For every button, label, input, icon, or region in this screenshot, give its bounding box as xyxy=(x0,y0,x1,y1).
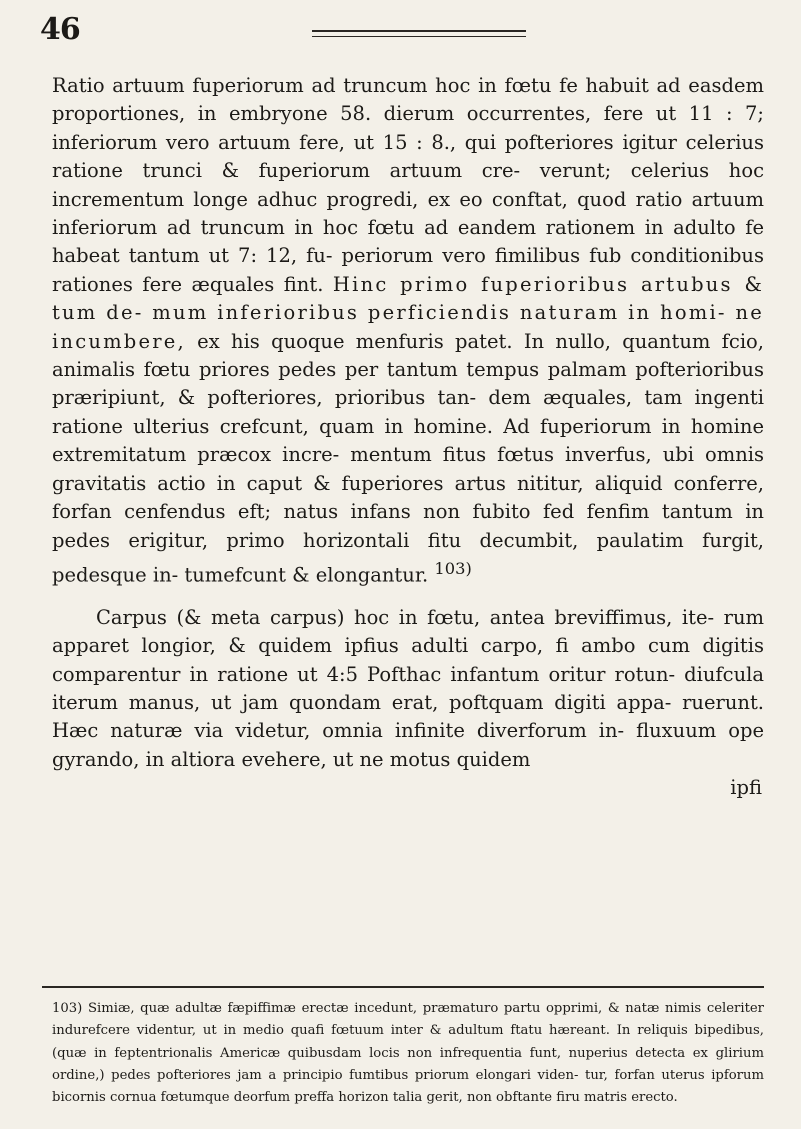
spaced-emphasis: Hinc primo fuperioribus artubus & tum de- mum inferioribus perficiendis naturam in homi- ne incumbere, xyxy=(52,272,765,353)
paragraph-2: Carpus (& meta carpus) hoc in fœtu, antea breviffimus, ite- rum apparet longior, & quidem ipfius adulti carpo, fi ambo cum digitis comparentur in ratione ut 4:5 Pofthac infantum oritur rotun- diufcula iterum manus, ut jam quondam erat, poftquam digiti appa- ruerunt. Hæc naturæ via videtur, omnia infinite diverforum in- fluxuum ope gyrando, in altiora evehere, ut ne motus quidem xyxy=(52,605,764,771)
paragraph-1 xyxy=(52,72,764,590)
catchword: ipfi xyxy=(730,776,762,800)
footnote-rule xyxy=(42,986,764,988)
paragraph-1-text: Ratio artuum fuperiorum ad truncum hoc in fœtu fe habuit ad easdem proportiones, in embryone 58. dierum occurrentes, fere ut 11 : 7; inferiorum vero artuum fere, ut 15 : 8., qui pofteriores igitur celerius ratione trunci & fuperiorum artuum cre- verunt; celerius hoc incrementum longe adhuc progredi, ex eo conftat, quod ratio artuum inferiorum ad truncum in hoc fœtu ad eandem rationem in adulto fe habeat tantum ut 7: 12, fu- periorum vero fimilibus fub conditionibus rationes fere æquales fint. xyxy=(52,74,764,296)
header-rule xyxy=(312,30,526,37)
footnote xyxy=(52,998,764,1109)
footnote-reference: 103) xyxy=(434,558,472,578)
footnote-text: 103) Simiæ, quæ adultæ fæpiffimæ erectæ incedunt, præmaturo partu opprimi, & natæ nimis celeriter indurefcere videntur, ut in medio quafi fœtuum inter & adultum ftatu hæreant. In reliquis bipedibus, (quæ in feptentrionalis Americæ quibusdam locis non infrequentia funt, nuperius detecta ex glirium ordine,) pedes pofteriores jam a principio fumtibus priorum elongari viden- tur, forfan uterus ipforum bicornis cornua fœtumque deorfum preffa horizon talia gerit, non obftante firu matris erecto. xyxy=(52,1001,764,1106)
main-text xyxy=(52,72,764,803)
page-number: 46 xyxy=(40,12,80,47)
paragraph-1-tail: ex his quoque menfuris patet. In nullo, quantum fcio, animalis fœtu priores pedes per tantum tempus palmam pofterioribus præripiunt, & pofteriores, prioribus tan- dem æquales, tam ingenti ratione ulterius crefcunt, quam in homine. Ad fuperiorum in homine extremitatum præcox incre- mentum fitus fœtus inverfus, ubi omnis gravitatis actio in caput & fuperiores artus nititur, aliquid conferre, forfan cenfendus eft; natus infans non fubito fed fenfim tantum in pedes erigitur, primo horizontali fitu decumbit, paulatim furgit, pedesque in- tumefcunt & elongantur. xyxy=(52,329,764,587)
